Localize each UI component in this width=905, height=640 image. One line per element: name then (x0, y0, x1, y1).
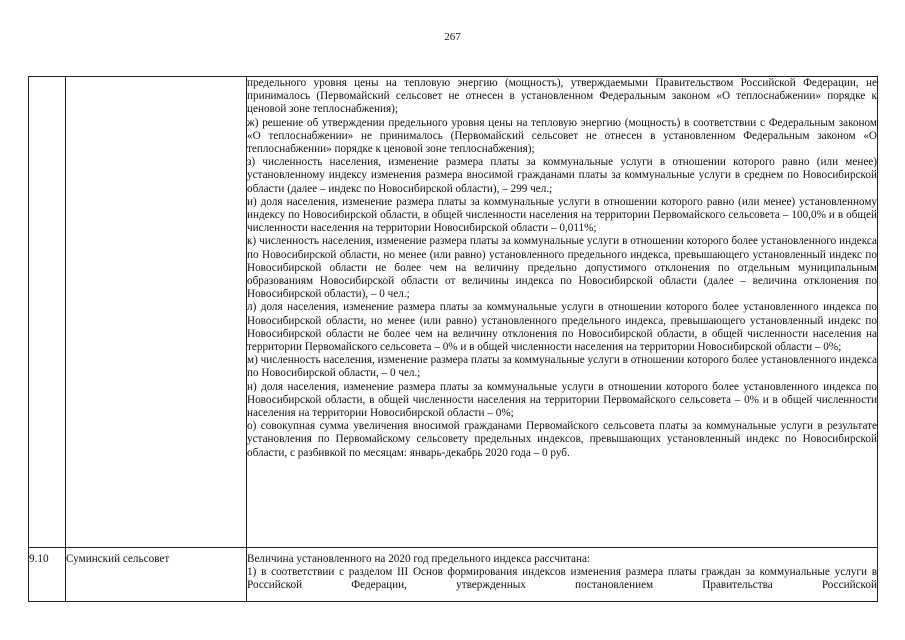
description-cell (247, 548, 878, 602)
description-cell (247, 77, 878, 548)
paragraph-intro: Величина установленного на 2020 год предельного индекса рассчитана: (247, 553, 591, 565)
paragraph-m: м) численность населения, изменение размера платы за коммунальные услуги в отношении которого более установленного индекса по Новосибирской области, – 0 чел.; (247, 354, 877, 380)
index-table (28, 76, 878, 602)
paragraph-o: о) совокупная сумма увеличения вносимой гражданами Первомайского сельсовета платы за коммунальные услуги в результате установления по Первомайскому сельсовету предельных индексов, превышающих установленный индекс по Новосибирской области, с разбивкой по месяцам: январь-декабрь 2020 года – 0 руб. (247, 420, 877, 459)
paragraph-l: л) доля населения, изменение размера платы за коммунальные услуги в отношении которого более установленного индекса по Новосибирской области, но менее (или равно) установленного предельного индекса, превышающего установленный индекс по Новосибирской области не более чем на величину отклонения по Новосибирской области, в общей численности населения на территории Первомайского сельсовета – 0% и в общей численности населения на территории Новосибирской области – 0%; (247, 301, 877, 354)
paragraph-n: н) доля населения, изменение размера платы за коммунальные услуги в отношении которого более установленного индекса по Новосибирской области, в общей численности населения на территории Первомайского сельсовета – 0% и в общей численности населения на территории Новосибирской области – 0%; (247, 380, 877, 420)
page-number: 267 (444, 31, 461, 43)
municipality-name-cell (66, 77, 247, 548)
table-row (29, 548, 878, 602)
row-number-cell (29, 77, 66, 548)
paragraph-1: 1) в соответствии с разделом III Основ формирования индексов изменения размера платы граждан за коммунальные услуги в Российской Федерации, утвержденных постановлением Правительства Российской (247, 566, 877, 592)
municipality-name-cell: Суминский сельсовет (66, 548, 247, 602)
paragraph-i: и) доля населения, изменение размера платы за коммунальные услуги в отношении которого равно (или менее) установленному индексу по Новосибирской области, в общей численности населения на территории Первомайского сельсовета – 100,0% и в общей численности населения на территории Новосибирской области – 0,011%; (247, 195, 877, 235)
paragraph-continuation: предельного уровня цены на тепловую энергию (мощность), утверждаемыми Правительством Российской Федерации, не принималось (Первомайский сельсовет не отнесен в установленном Федеральным законом «О теплоснабжении» порядке к ценовой зоне теплоснабжения); (247, 77, 877, 116)
paragraph-zh: ж) решение об утверждении предельного уровня цены на тепловую энергию (мощность) в соответствии с Федеральным законом «О теплоснабжении» не принималось (Первомайский сельсовет не отнесен в установленном Федеральным законом «О теплоснабжении» порядке к ценовой зоне теплоснабжения); (247, 116, 877, 156)
table-row (29, 77, 878, 548)
paragraph-k: к) численность населения, изменение размера платы за коммунальные услуги в отношении которого более установленного индекса по Новосибирской области, но менее (или равно) установленного предельного индекса, превышающего установленный индекс по Новосибирской области не более чем на величину предельно допустимого отклонения по отдельным муниципальным образованиям Новосибирской области от величины индекса по Новосибирской области (далее – величина отклонения по Новосибирской области), – 0 чел.; (247, 235, 877, 301)
row-number-cell: 9.10 (29, 548, 66, 602)
paragraph-z: з) численность населения, изменение размера платы за коммунальные услуги в отношении которого равно (или менее) установленному индексу изменения размера вносимой гражданами платы за коммунальные услуги в среднем по Новосибирской области (далее – индекс по Новосибирской области), – 299 чел.; (247, 156, 877, 195)
